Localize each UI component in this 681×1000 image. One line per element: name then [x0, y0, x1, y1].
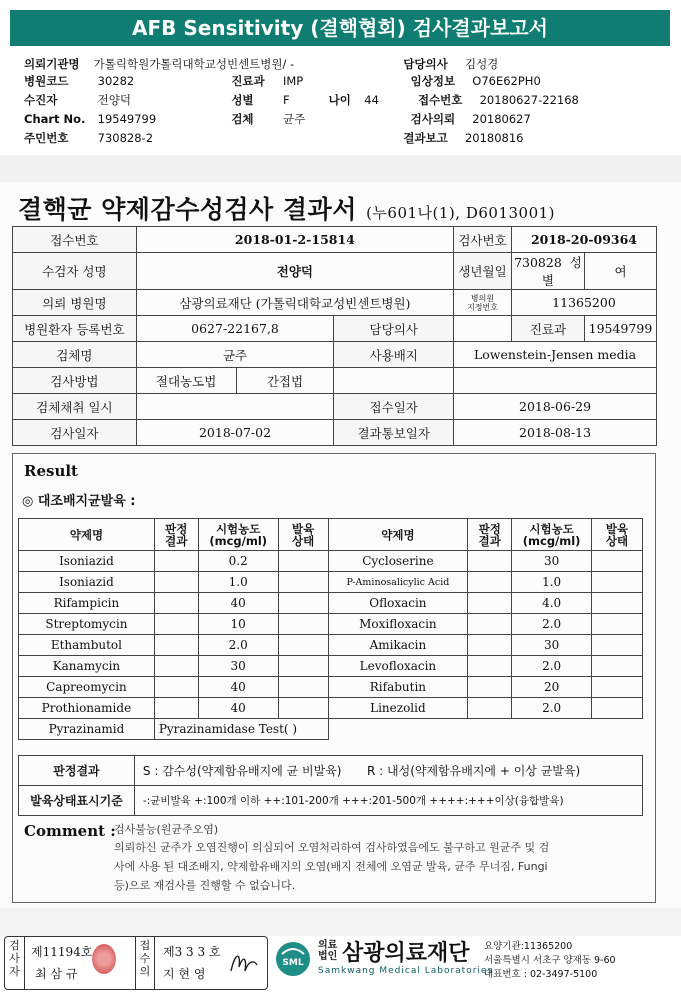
growth-state	[278, 677, 328, 698]
hospital-value: 가톨릭학원가톨릭대학교성빈센트병원/ -	[93, 57, 295, 71]
growth-header-left-2: 상태	[291, 533, 315, 548]
receipt-value: 20180627-22168	[479, 93, 579, 107]
signature-box	[4, 936, 268, 990]
growth-state	[278, 593, 328, 614]
hosp-no-label-1: 병의원	[470, 293, 495, 303]
judge-s: S : 감수성(약제함유배지에 균 비발육)	[134, 756, 359, 786]
judge-result	[154, 656, 198, 677]
comment-line-4: 등)으로 재검사를 진행할 수 없습니다.	[114, 879, 296, 892]
hosp-no: 11365200	[511, 290, 656, 316]
document-title-text: 결핵균 약제감수성검사 결과서	[18, 195, 357, 224]
drug-name: Moxifloxacin	[328, 614, 468, 635]
dept-label: 진료과	[511, 316, 584, 342]
dob	[511, 253, 584, 290]
report-title: AFB Sensitivity (결핵협회) 검사결과보고서	[10, 10, 670, 46]
hospcode-label: 병원코드	[24, 74, 69, 88]
judge-header-right-1: 판정	[478, 521, 501, 536]
growth-header-left	[278, 519, 328, 551]
test-conc: 20	[512, 677, 592, 698]
growth-state	[592, 551, 643, 572]
judge-r: R : 내성(약제함유배지에 + 이상 균발육)	[359, 756, 643, 786]
test-conc: 40	[198, 677, 278, 698]
drug-row	[19, 614, 643, 635]
tested-label: 검사일자	[13, 420, 137, 446]
patient-name: 전양덕	[136, 253, 453, 290]
report-value: 20180816	[464, 131, 524, 145]
test-conc: 30	[198, 656, 278, 677]
chart-label: Chart No.	[24, 112, 86, 126]
pyrazinamidase-test: Pyrazinamidase Test( )	[154, 719, 328, 740]
growth-state	[592, 656, 643, 677]
dept-label: 진료과	[231, 74, 265, 88]
brand-small	[318, 940, 337, 962]
doctor-label: 담당의사	[334, 316, 454, 342]
address-line: 서울특별시 서초구 양재동 9-60	[484, 955, 616, 966]
judge-result	[154, 614, 198, 635]
growth-state	[592, 635, 643, 656]
tested-value: 2018-07-02	[136, 420, 334, 446]
drug-row	[19, 677, 643, 698]
received-value: 2018-06-29	[454, 394, 657, 420]
test-conc: 40	[198, 593, 278, 614]
age-value: 44	[364, 93, 379, 107]
drug-name: Pyrazinamid	[19, 719, 155, 740]
method-empty-1	[334, 368, 454, 394]
drug-name: Ofloxacin	[328, 593, 468, 614]
specimen-label: 검체명	[13, 342, 137, 368]
result-title: Result	[24, 462, 78, 480]
notified-label: 결과통보일자	[334, 420, 454, 446]
judge-result	[468, 698, 512, 719]
tester-no: 제11194호	[31, 945, 93, 959]
judge-result	[468, 635, 512, 656]
test-conc: 2.0	[512, 614, 592, 635]
method-label: 검사방법	[13, 368, 137, 394]
collect-label: 검체채취 일시	[13, 394, 137, 420]
brand-name-en: Samkwang Medical Laboratories	[318, 966, 494, 976]
growth-state	[592, 593, 643, 614]
growth-state	[278, 656, 328, 677]
growth-state	[278, 551, 328, 572]
test-conc: 30	[512, 551, 592, 572]
growth-text: -:균비발육 +:100개 이하 ++:101-200개 +++:201-500개 ++++:+++이상(융합발육)	[134, 786, 642, 816]
dept-value: IMP	[282, 74, 304, 88]
drug-name: Rifabutin	[328, 677, 468, 698]
drug-row	[19, 635, 643, 656]
hospital-label: 의뢰기관명	[24, 57, 80, 71]
judge-header-left	[154, 519, 198, 551]
drug-name: Streptomycin	[19, 614, 155, 635]
reg-label: 병원환자 등록번호	[13, 316, 137, 342]
judge-header-right-2: 결과	[478, 533, 501, 548]
tester-label: 검사자	[5, 937, 25, 989]
judge-result	[154, 593, 198, 614]
conc-header-left-2: (mcg/ml)	[209, 533, 268, 548]
doctor-value	[454, 316, 512, 342]
dept-value: 19549799	[584, 316, 656, 342]
growth-label: 발육상태표시기준	[19, 786, 135, 816]
sex-value: F	[282, 93, 290, 107]
hospcode-value: 30282	[97, 74, 135, 88]
receipt-no-label: 접수번호	[13, 227, 137, 253]
judge-result	[468, 593, 512, 614]
test-conc: 1.0	[198, 572, 278, 593]
specimen-value: 균주	[136, 342, 334, 368]
test-conc: 1.0	[512, 572, 592, 593]
age-label: 나이	[328, 93, 351, 107]
growth-state	[278, 698, 328, 719]
logo-text: SML	[282, 958, 304, 968]
name-label: 수검자 성명	[13, 253, 137, 290]
sex-inline-label: 성별	[541, 255, 582, 288]
notified-value: 2018-08-13	[454, 420, 657, 446]
comment-label: Comment :	[24, 822, 116, 840]
tester-name: 최 삼 규	[35, 967, 78, 981]
receipt-no: 2018-01-2-15814	[136, 227, 453, 253]
judge-result	[154, 572, 198, 593]
specimen-value: 균주	[282, 112, 306, 126]
sml-logo-icon	[274, 940, 312, 978]
document-title	[18, 190, 555, 226]
sex-value: 여	[584, 253, 656, 290]
test-conc: 30	[512, 635, 592, 656]
test-no: 2018-20-09364	[511, 227, 656, 253]
reg-no: 0627-22167,8	[136, 316, 334, 342]
conc-header-right-1: 시험농도	[529, 521, 574, 536]
dob-value: 730828	[514, 255, 562, 270]
test-conc: 4.0	[512, 593, 592, 614]
comment-line-2: 의뢰하신 균주가 오염진행이 의심되어 오염처리하여 검사하였음에도 불구하고 원균주 및 검	[114, 841, 550, 854]
method-1: 절대농도법	[136, 368, 236, 394]
official-stamp	[92, 944, 116, 974]
brand-small-2: 법인	[318, 951, 338, 962]
drug-name: P-Aminosalicylic Acid	[328, 572, 468, 593]
drug-table-header	[19, 519, 643, 551]
receipt-label: 접수번호	[417, 93, 463, 107]
doctor-label: 담당의사	[403, 57, 448, 71]
growth-header-right	[592, 519, 643, 551]
growth-state	[278, 635, 328, 656]
drug-header-right: 약제명	[328, 519, 468, 551]
drug-name: Isoniazid	[19, 551, 155, 572]
drug-row	[19, 656, 643, 677]
collect-value	[136, 394, 334, 420]
meta-info	[0, 54, 681, 154]
confirm-no: 제3 3 3 호	[163, 945, 221, 959]
growth-state	[592, 614, 643, 635]
drug-rows	[19, 551, 643, 740]
drug-name: Rifampicin	[19, 593, 155, 614]
medium-value: Lowenstein-Jensen media	[454, 342, 657, 368]
judge-result	[468, 551, 512, 572]
comment-line-3: 사에 사용 된 대조배지, 약제함유배지의 오염(배지 전체에 오염균 발육, 균주 무너짐, Fungi	[114, 860, 548, 873]
judge-result	[154, 698, 198, 719]
footer-divider	[0, 908, 681, 936]
drug-name: Levofloxacin	[328, 656, 468, 677]
confirm-label: 접수의	[135, 937, 155, 989]
judge-label: 판정결과	[19, 756, 135, 786]
medium-label: 사용배지	[334, 342, 454, 368]
specimen-label: 검체	[231, 112, 254, 126]
test-conc: 0.2	[198, 551, 278, 572]
conc-header-left-1: 시험농도	[215, 521, 261, 536]
request-label: 검사의뢰	[410, 112, 456, 126]
banner	[0, 0, 681, 54]
drug-header-left: 약제명	[19, 519, 155, 551]
ssn-label: 주민번호	[24, 131, 69, 145]
judge-result	[468, 572, 512, 593]
control-growth-label: ◎ 대조배지균발육 :	[22, 494, 136, 509]
dob-label: 생년월일	[454, 253, 512, 290]
drug-name: Linezolid	[328, 698, 468, 719]
growth-header-left-1: 발육	[291, 521, 315, 536]
signature-mark	[227, 945, 261, 979]
conc-header-left	[198, 519, 278, 551]
brand-name: 삼광의료재단	[342, 941, 470, 966]
doctor-value: 김성경	[464, 57, 499, 71]
growth-state	[278, 572, 328, 593]
drug-name: Isoniazid	[19, 572, 155, 593]
judge-result	[468, 656, 512, 677]
received-label: 접수일자	[334, 394, 454, 420]
method-empty-2	[454, 368, 657, 394]
growth-state	[592, 677, 643, 698]
confirm-name: 지 현 영	[163, 967, 206, 981]
chart-value: 19549799	[97, 112, 157, 126]
judge-header-left-1: 판정	[165, 521, 188, 536]
judge-result	[468, 677, 512, 698]
patient-label: 수진자	[24, 93, 58, 107]
hosp-no-label-2: 지정번호	[467, 302, 498, 312]
growth-state	[278, 614, 328, 635]
legend-table	[18, 755, 643, 816]
judge-header-left-2: 결과	[165, 533, 188, 548]
hosp-name: 삼광의료재단 (가톨릭대학교성빈센트병원)	[136, 290, 453, 316]
judge-result	[154, 551, 198, 572]
hosp-no-label	[454, 290, 512, 316]
conc-header-right	[512, 519, 592, 551]
judge-result	[154, 635, 198, 656]
drug-row	[19, 698, 643, 719]
judge-result	[154, 677, 198, 698]
document-title-code: (누601나(1), D6013001)	[366, 204, 556, 222]
sex-label: 성별	[231, 93, 254, 107]
growth-header-right-2: 상태	[605, 533, 629, 548]
drug-name: Capreomycin	[19, 677, 155, 698]
test-conc: 2.0	[512, 698, 592, 719]
drug-table	[18, 518, 643, 740]
hosp-label: 의뢰 병원명	[13, 290, 137, 316]
judge-result	[468, 614, 512, 635]
section-divider	[0, 155, 681, 182]
drug-name: Prothionamide	[19, 698, 155, 719]
info-table	[12, 226, 657, 446]
comment-line-1: 검사불능(원균주오염)	[114, 823, 219, 836]
drug-name: Cycloserine	[328, 551, 468, 572]
patient-value: 전양덕	[97, 93, 131, 107]
drug-row	[19, 551, 643, 572]
test-conc: 40	[198, 698, 278, 719]
contact-info	[484, 940, 616, 982]
report-label: 결과보고	[403, 131, 448, 145]
test-conc: 10	[198, 614, 278, 635]
test-no-label: 검사번호	[454, 227, 512, 253]
ssn-value: 730828-2	[97, 131, 154, 145]
comment-text	[114, 822, 644, 895]
clinical-value: O76E62PH0	[472, 74, 541, 88]
drug-name: Amikacin	[328, 635, 468, 656]
drug-row	[19, 593, 643, 614]
brand-small-1: 의료	[318, 940, 338, 951]
pyrazinamid-row	[19, 719, 643, 740]
conc-header-right-2: (mcg/ml)	[522, 533, 581, 548]
drug-row	[19, 572, 643, 593]
growth-state	[592, 698, 643, 719]
request-value: 20180627	[472, 112, 531, 126]
test-conc: 2.0	[512, 656, 592, 677]
growth-header-right-1: 발육	[605, 521, 629, 536]
drug-name: Ethambutol	[19, 635, 155, 656]
phone-line: 대표번호 : 02-3497-5100	[484, 969, 598, 980]
clinical-label: 임상정보	[410, 74, 456, 88]
growth-state	[592, 572, 643, 593]
method-2: 간접법	[236, 368, 334, 394]
test-conc: 2.0	[198, 635, 278, 656]
code-line: 요양기관:11365200	[484, 941, 573, 952]
drug-name: Kanamycin	[19, 656, 155, 677]
judge-header-right	[468, 519, 512, 551]
